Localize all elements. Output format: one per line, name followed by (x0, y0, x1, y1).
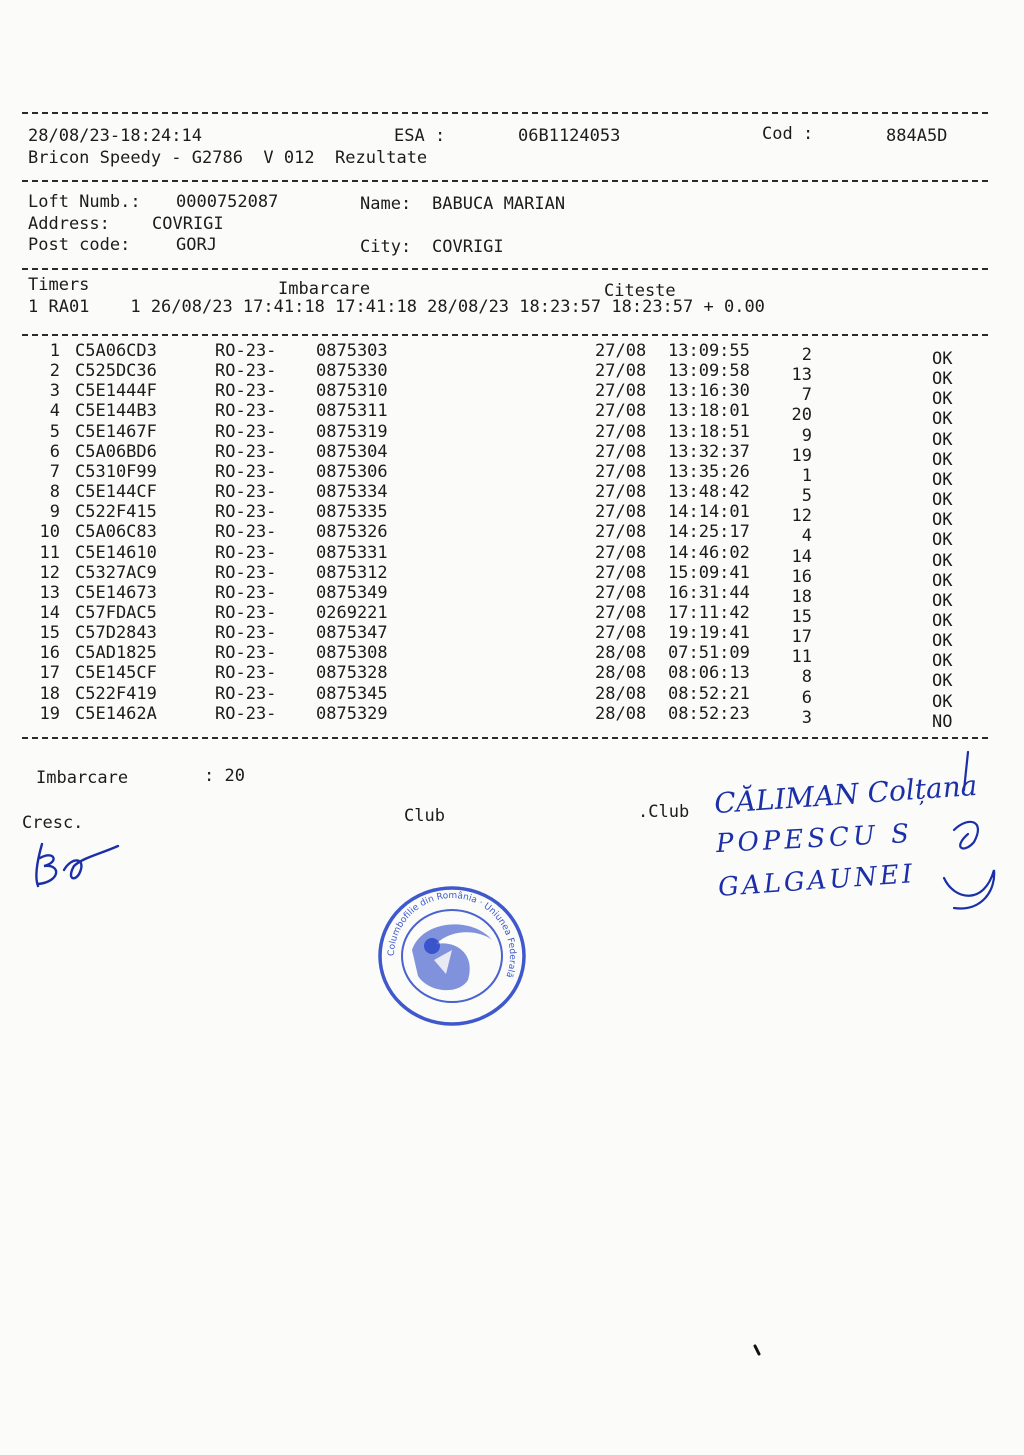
table-row (0, 482, 1024, 511)
table-row (0, 602, 1024, 631)
result-date: 27/08 (595, 361, 647, 382)
result-status: OK (932, 610, 953, 631)
result-ring-number: 0875329 (316, 703, 388, 724)
result-position: 1 (801, 465, 812, 486)
result-number: 5 (49, 421, 60, 442)
result-status: OK (932, 449, 953, 470)
result-number: 4 (49, 401, 60, 422)
table-row (0, 582, 1024, 611)
result-ring-number: 0875334 (316, 482, 388, 503)
timers-label: Timers (28, 275, 90, 295)
result-ring-number: 0875304 (316, 441, 388, 462)
esa-value: 06B1124053 (518, 126, 621, 146)
result-country-code: RO-23- (215, 703, 277, 724)
result-date: 28/08 (595, 663, 647, 684)
result-ring-number: 0875306 (316, 461, 388, 482)
result-time: 13:18:01 (668, 401, 750, 422)
handwriting-line-2: POPESCU S (715, 818, 914, 860)
result-status: OK (932, 510, 953, 531)
result-time: 19:19:41 (668, 623, 750, 644)
result-position: 17 (791, 627, 812, 648)
result-chip-id: C5E14673 (75, 582, 157, 603)
result-chip-id: C525DC36 (75, 361, 157, 382)
result-chip-id: C5A06BD6 (75, 441, 157, 462)
table-row (0, 643, 1024, 672)
result-country-code: RO-23- (215, 482, 277, 503)
header-datetime: 28/08/23-18:24:14 (28, 126, 202, 146)
result-number: 2 (49, 361, 60, 382)
table-row (0, 441, 1024, 470)
timers-imbarcare-label: Imbarcare (278, 279, 371, 299)
result-ring-number: 0875326 (316, 522, 388, 543)
result-number: 11 (39, 542, 60, 563)
result-time: 07:51:09 (668, 643, 750, 664)
result-country-code: RO-23- (215, 522, 277, 543)
result-position: 16 (791, 566, 812, 587)
result-ring-number: 0875328 (316, 663, 388, 684)
loft-label: Loft Numb.: (28, 192, 141, 212)
footer-imbarcare-label: Imbarcare (36, 768, 129, 788)
table-row (0, 401, 1024, 430)
club-label-2: .Club (638, 802, 690, 822)
name-value: BABUCA MARIAN (432, 194, 566, 214)
result-date: 27/08 (595, 582, 647, 603)
table-row (0, 703, 1024, 732)
result-position: 3 (801, 707, 812, 728)
result-date: 27/08 (595, 502, 647, 523)
result-country-code: RO-23- (215, 361, 277, 382)
result-country-code: RO-23- (215, 623, 277, 644)
cod-label: Cod : (762, 124, 814, 144)
postcode-label: Post code: (28, 235, 131, 255)
result-time: 08:52:21 (668, 683, 750, 704)
result-country-code: RO-23- (215, 381, 277, 402)
result-country-code: RO-23- (215, 602, 277, 623)
result-status: OK (932, 409, 953, 430)
result-country-code: RO-23- (215, 441, 277, 462)
handwriting-line-3: GALGAUNEI (717, 859, 917, 903)
result-chip-id: C522F415 (75, 502, 157, 523)
city-value: COVRIGI (432, 237, 504, 257)
club-handwriting (714, 770, 1004, 930)
result-status: OK (932, 349, 953, 369)
result-number: 1 (49, 341, 60, 361)
result-date: 28/08 (595, 683, 647, 704)
result-date: 27/08 (595, 461, 647, 482)
table-row (0, 421, 1024, 450)
stamp-text: Columbofilie din România · Uniunea Federală (386, 890, 518, 979)
result-ring-number: 0875345 (316, 683, 388, 704)
result-position: 14 (791, 546, 812, 567)
result-date: 27/08 (595, 562, 647, 583)
table-row (0, 562, 1024, 591)
result-time: 14:25:17 (668, 522, 750, 543)
result-status: OK (932, 671, 953, 692)
result-position: 12 (791, 506, 812, 527)
result-time: 13:09:55 (668, 341, 750, 361)
result-time: 13:18:51 (668, 421, 750, 442)
result-chip-id: C5AD1825 (75, 643, 157, 664)
result-number: 7 (49, 461, 60, 482)
result-number: 10 (39, 522, 60, 543)
result-number: 19 (39, 703, 60, 724)
result-date: 27/08 (595, 341, 647, 361)
result-position: 7 (801, 385, 812, 406)
result-time: 13:16:30 (668, 381, 750, 402)
result-country-code: RO-23- (215, 683, 277, 704)
result-country-code: RO-23- (215, 341, 277, 361)
result-country-code: RO-23- (215, 663, 277, 684)
result-chip-id: C5E144B3 (75, 401, 157, 422)
result-date: 27/08 (595, 441, 647, 462)
result-number: 3 (49, 381, 60, 402)
result-status: OK (932, 590, 953, 611)
result-position: 9 (801, 425, 812, 446)
result-country-code: RO-23- (215, 421, 277, 442)
table-row (0, 381, 1024, 410)
result-date: 27/08 (595, 381, 647, 402)
header-line2: Bricon Speedy - G2786 V 012 Rezultate (28, 148, 428, 168)
cod-value: 884A5D (886, 126, 948, 146)
result-position: 20 (791, 405, 812, 426)
result-position: 18 (791, 586, 812, 607)
result-time: 14:14:01 (668, 502, 750, 523)
result-status: OK (932, 550, 953, 571)
table-row (0, 623, 1024, 652)
result-date: 27/08 (595, 401, 647, 422)
result-chip-id: C57FDAC5 (75, 602, 157, 623)
result-ring-number: 0875331 (316, 542, 388, 563)
result-date: 27/08 (595, 602, 647, 623)
timers-line: 1 RA01 1 26/08/23 17:41:18 17:41:18 28/08/23 18:23:57 18:23:57 + 0.00 (28, 297, 765, 317)
divider-results (22, 737, 988, 739)
loft-value: 0000752087 (176, 192, 279, 212)
result-ring-number: 0875330 (316, 361, 388, 382)
result-ring-number: 0875310 (316, 381, 388, 402)
result-position: 5 (801, 486, 812, 507)
divider-owner (22, 268, 988, 270)
result-ring-number: 0875303 (316, 341, 388, 361)
esa-label: ESA : (394, 126, 446, 146)
result-status: OK (932, 490, 953, 511)
divider-header (22, 180, 988, 182)
result-number: 12 (39, 562, 60, 583)
result-date: 28/08 (595, 703, 647, 724)
result-time: 08:06:13 (668, 663, 750, 684)
table-row (0, 461, 1024, 490)
table-row (0, 683, 1024, 712)
result-date: 27/08 (595, 542, 647, 563)
result-chip-id: C5E1444F (75, 381, 157, 402)
table-row (0, 542, 1024, 571)
result-country-code: RO-23- (215, 582, 277, 603)
result-ring-number: 0875311 (316, 401, 388, 422)
result-position: 11 (791, 647, 812, 668)
result-time: 14:46:02 (668, 542, 750, 563)
result-ring-number: 0875308 (316, 643, 388, 664)
cresc-label: Cresc. (22, 813, 84, 833)
result-chip-id: C5A06CD3 (75, 341, 157, 361)
result-chip-id: C5E144CF (75, 482, 157, 503)
result-time: 17:11:42 (668, 602, 750, 623)
result-position: 19 (791, 445, 812, 466)
result-status: OK (932, 530, 953, 551)
table-row (0, 341, 1024, 369)
result-number: 14 (39, 602, 60, 623)
divider-timers (22, 334, 988, 336)
breeder-signature-icon (30, 836, 130, 892)
result-chip-id: C5310F99 (75, 461, 157, 482)
result-position: 13 (791, 365, 812, 386)
result-date: 27/08 (595, 522, 647, 543)
result-country-code: RO-23- (215, 542, 277, 563)
postcode-value: GORJ (176, 235, 217, 255)
result-position: 4 (801, 526, 812, 547)
result-time: 08:52:23 (668, 703, 750, 724)
city-label: City: (360, 237, 412, 257)
result-number: 8 (49, 482, 60, 503)
result-time: 15:09:41 (668, 562, 750, 583)
result-chip-id: C5E1467F (75, 421, 157, 442)
name-label: Name: (360, 194, 412, 214)
result-ring-number: 0875319 (316, 421, 388, 442)
address-label: Address: (28, 214, 110, 234)
result-time: 13:09:58 (668, 361, 750, 382)
result-number: 17 (39, 663, 60, 684)
result-status: OK (932, 570, 953, 591)
result-number: 15 (39, 623, 60, 644)
result-chip-id: C5E1462A (75, 703, 157, 724)
timers-citeste-label: Citeste (604, 281, 676, 301)
result-date: 28/08 (595, 643, 647, 664)
handwriting-line-1: CĂLIMAN Colțana (713, 768, 979, 821)
result-ring-number: 0875349 (316, 582, 388, 603)
table-row (0, 663, 1024, 692)
result-chip-id: C57D2843 (75, 623, 157, 644)
result-ring-number: 0875312 (316, 562, 388, 583)
result-number: 16 (39, 643, 60, 664)
result-status: OK (932, 369, 953, 390)
result-time: 16:31:44 (668, 582, 750, 603)
result-chip-id: C5E14610 (75, 542, 157, 563)
result-date: 27/08 (595, 421, 647, 442)
result-position: 8 (801, 667, 812, 688)
result-status: OK (932, 651, 953, 672)
result-date: 27/08 (595, 482, 647, 503)
footer-imbarcare-value: : 20 (204, 766, 245, 786)
result-position: 6 (801, 687, 812, 708)
result-country-code: RO-23- (215, 401, 277, 422)
result-chip-id: C5A06C83 (75, 522, 157, 543)
result-country-code: RO-23- (215, 643, 277, 664)
result-status: NO (932, 711, 953, 732)
result-date: 27/08 (595, 623, 647, 644)
result-time: 13:35:26 (668, 461, 750, 482)
table-row (0, 361, 1024, 390)
result-country-code: RO-23- (215, 502, 277, 523)
pen-dot-icon (752, 1344, 762, 1356)
result-number: 13 (39, 582, 60, 603)
result-position: 15 (791, 606, 812, 627)
result-country-code: RO-23- (215, 562, 277, 583)
result-ring-number: 0269221 (316, 602, 388, 623)
result-number: 18 (39, 683, 60, 704)
result-position: 2 (801, 345, 812, 365)
result-time: 13:32:37 (668, 441, 750, 462)
result-chip-id: C522F419 (75, 683, 157, 704)
result-number: 9 (49, 502, 60, 523)
result-ring-number: 0875347 (316, 623, 388, 644)
result-chip-id: C5E145CF (75, 663, 157, 684)
club-stamp-icon (372, 880, 532, 1030)
result-status: OK (932, 389, 953, 410)
result-status: OK (932, 469, 953, 490)
table-row (0, 502, 1024, 531)
address-value: COVRIGI (152, 214, 224, 234)
divider-top (22, 112, 988, 114)
result-status: OK (932, 691, 953, 712)
result-status: OK (932, 429, 953, 450)
club-label-1: Club (404, 806, 445, 826)
result-chip-id: C5327AC9 (75, 562, 157, 583)
result-ring-number: 0875335 (316, 502, 388, 523)
club-signature-icon (924, 750, 1004, 930)
table-row (0, 522, 1024, 551)
result-number: 6 (49, 441, 60, 462)
result-country-code: RO-23- (215, 461, 277, 482)
result-time: 13:48:42 (668, 482, 750, 503)
result-status: OK (932, 631, 953, 652)
